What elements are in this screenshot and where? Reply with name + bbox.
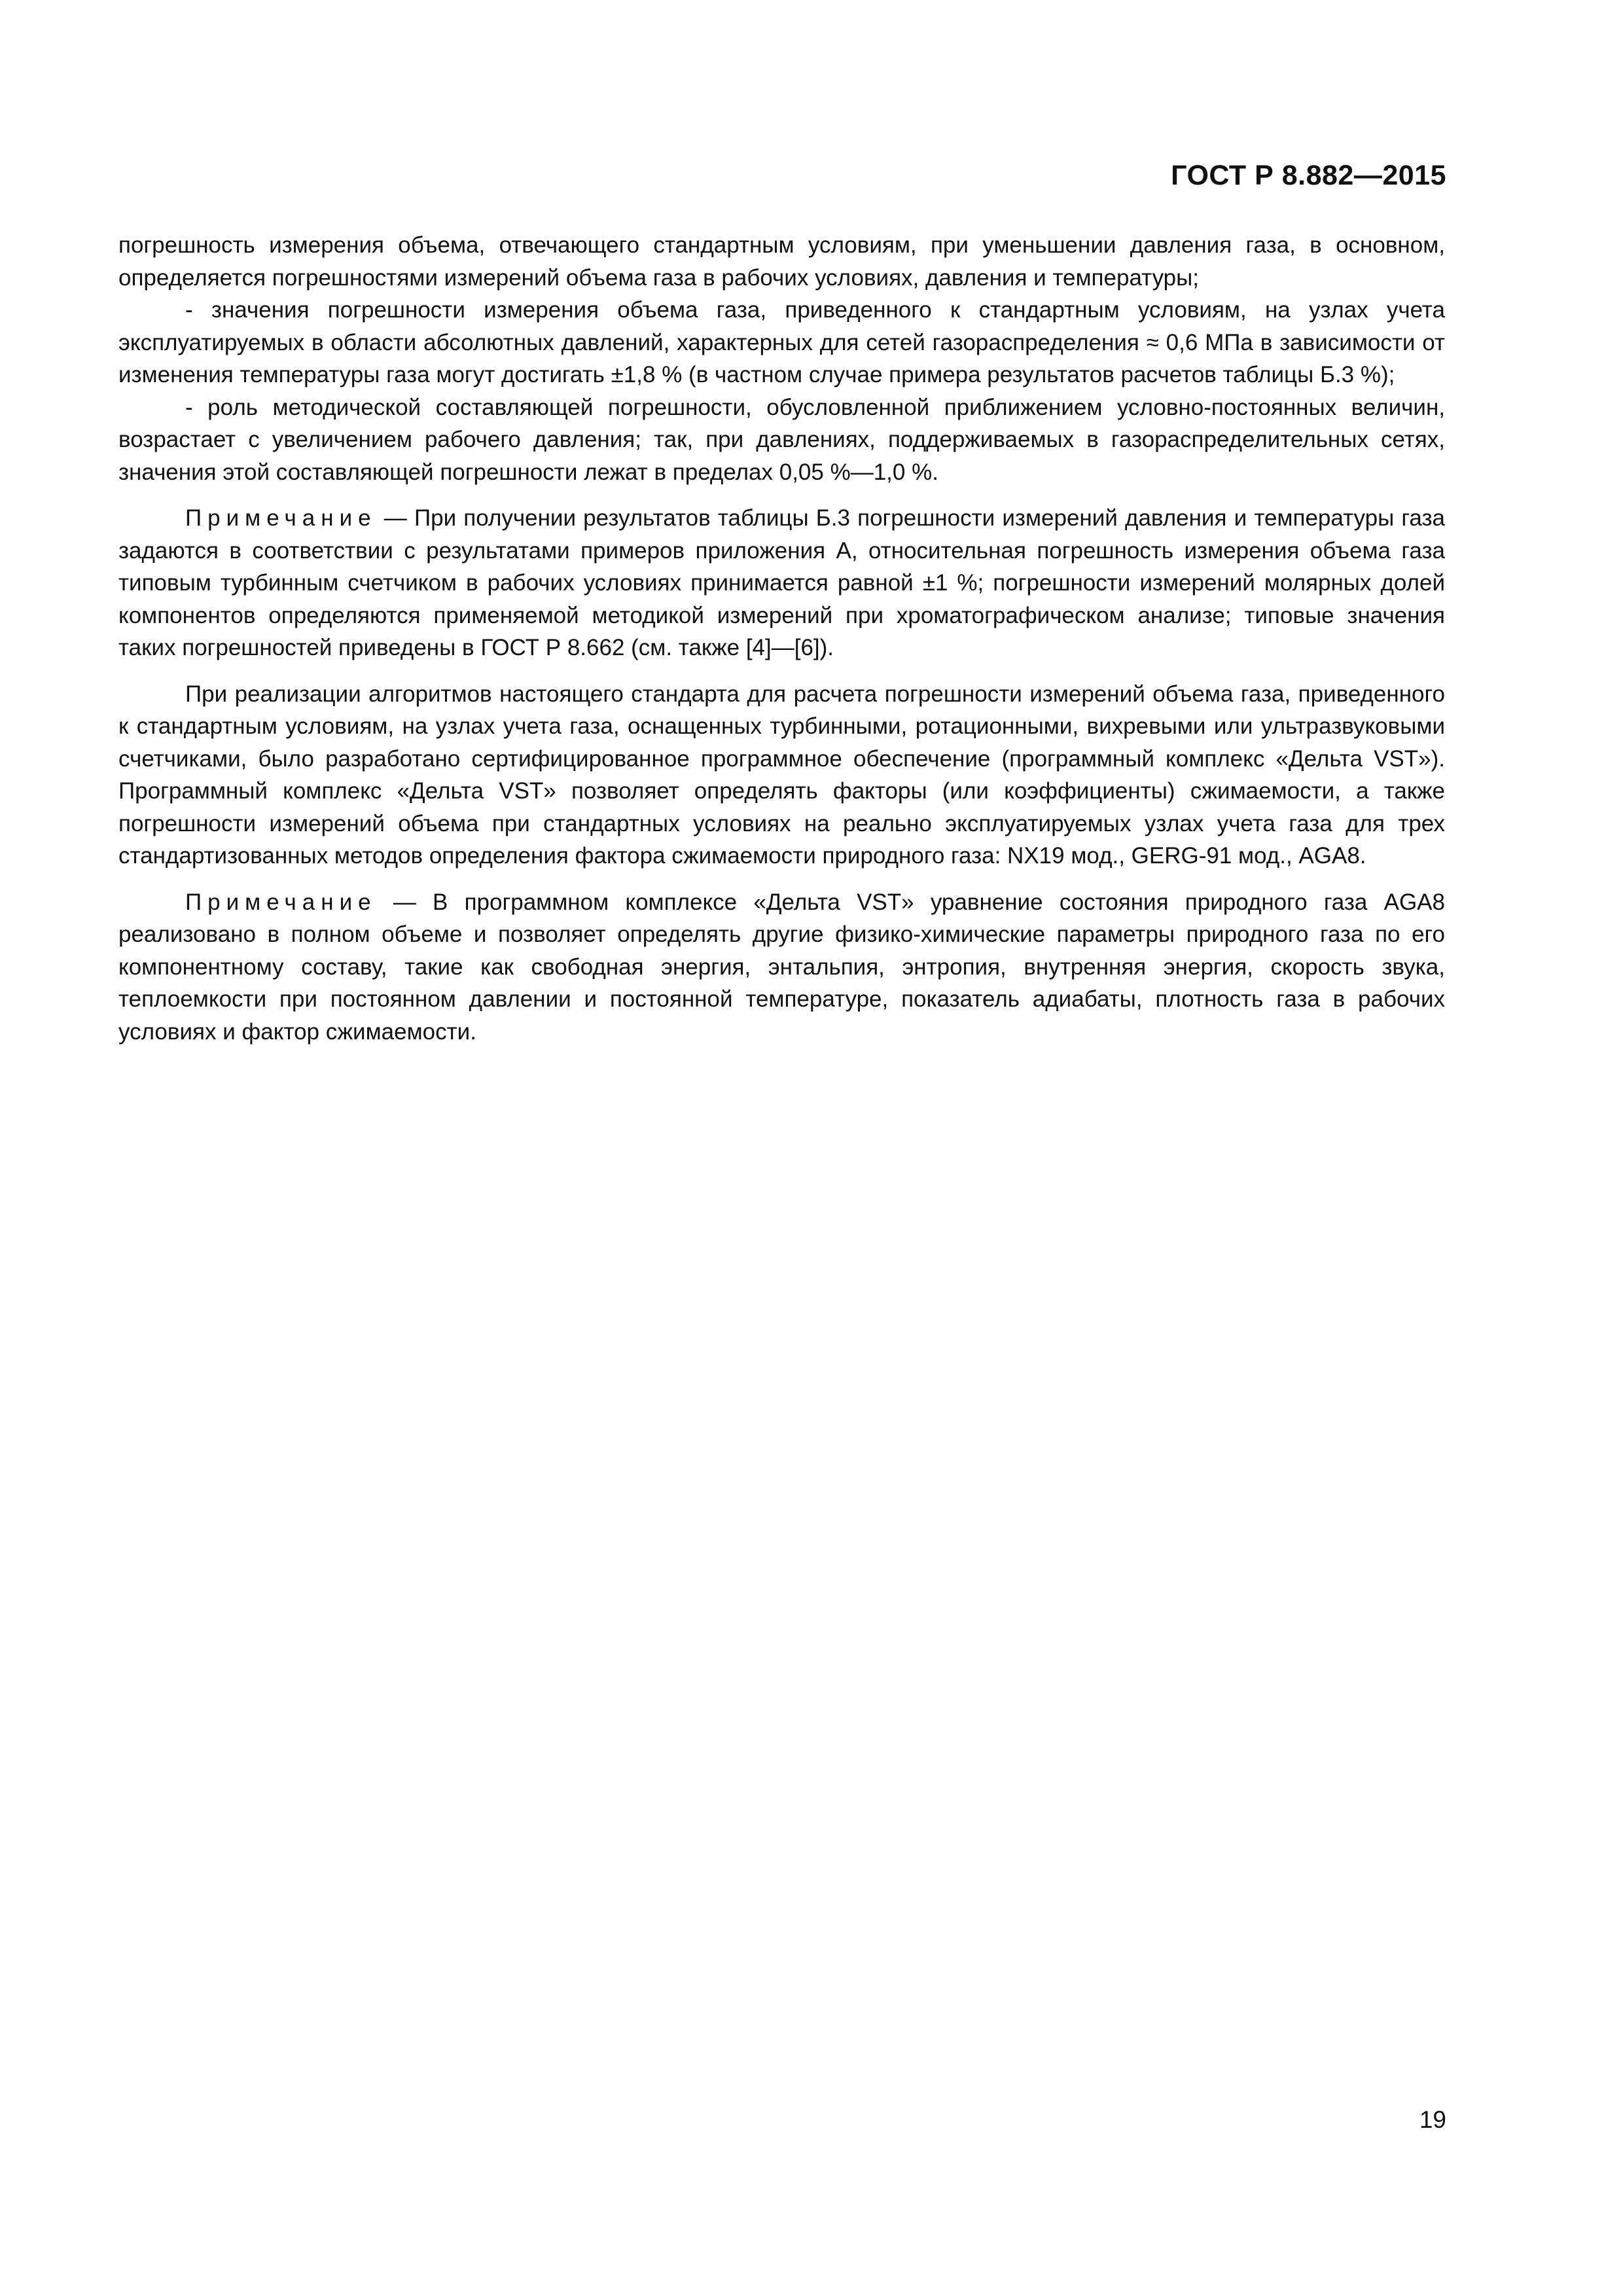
paragraph-continuation: погрешность измерения объема, отвечающего стандартным условиям, при уменьшении давления газа, в основном, определяется погрешностями измерений объема газа в рабочих условиях, давления и температуры; <box>118 232 1445 291</box>
note-text: — При получении результатов таблицы Б.3 погрешности измерений давления и температуры газа задаются в соответствии с результатами примеров приложения А, относительная погрешность измерения объема газа типовым турбинным счетчиком в рабочих условиях принимается равной ±1 %; погрешности измерений молярных долей компонентов определяются применяемой методикой измерений при хроматографическом анализе; типовые значения таких погрешностей приведены в ГОСТ Р 8.662 (см. также [4]—[6]). <box>118 505 1445 660</box>
note-label: Примечание <box>185 889 377 915</box>
paragraph-software: При реализации алгоритмов настоящего стандарта для расчета погрешности измерений объема газа, приведенного к стандартным условиям, на узлах учета газа, оснащенных турбинными, ротационными, вихревыми или ультразвуковыми счетчиками, было разработано сертифицированное программное обеспечение (программный комплекс «Дельта VST»). Программный комплекс «Дельта VST» позволяет определять факторы (или коэффициенты) сжимаемости, а также погрешности измерений объема при стандартных условиях на реально эксплуатируемых узлах учета газа для трех стандартизованных методов определения фактора сжимаемости природного газа: NX19 мод., GERG-91 мод., AGA8. <box>118 681 1445 869</box>
note-text: — В программном комплексе «Дельта VST» уравнение состояния природного газа AGA8 реализовано в полном объеме и позволяет определять другие физико-химические параметры природного газа по его компонентному составу, такие как свободная энергия, энтальпия, энтропия, внутренняя энергия, скорость звука, теплоемкости при постоянном давлении и постоянной температуре, показатель адиабаты, плотность газа в рабочих условиях и фактор сжимаемости. <box>118 889 1445 1045</box>
note-table-b3 <box>118 502 1445 664</box>
bullet-item-methodical-component: - роль методической составляющей погрешности, обусловленной приближением условно-постоянных величин, возрастает с увеличением рабочего давления; так, при давлениях, поддерживаемых в газораспределительных сетях, значения этой составляющей погрешности лежат в пределах 0,05 %—1,0 %. <box>118 394 1445 485</box>
document-header-id: ГОСТ Р 8.882—2015 <box>1171 160 1446 191</box>
bullet-item-error-values: - значения погрешности измерения объема газа, приведенного к стандартным условиям, на узлах учета эксплуатируемых в области абсолютных давлений, характерных для сетей газораспределения ≈ 0,6 МПа в зависимости от изменения температуры газа могут достигать ±1,8 % (в частном случае примера результатов расчетов таблицы Б.3 %); <box>118 297 1445 387</box>
note-label: Примечание <box>185 505 377 531</box>
note-aga8 <box>118 886 1445 1049</box>
page-number: 19 <box>1419 2106 1446 2133</box>
page-content <box>118 229 1445 1048</box>
